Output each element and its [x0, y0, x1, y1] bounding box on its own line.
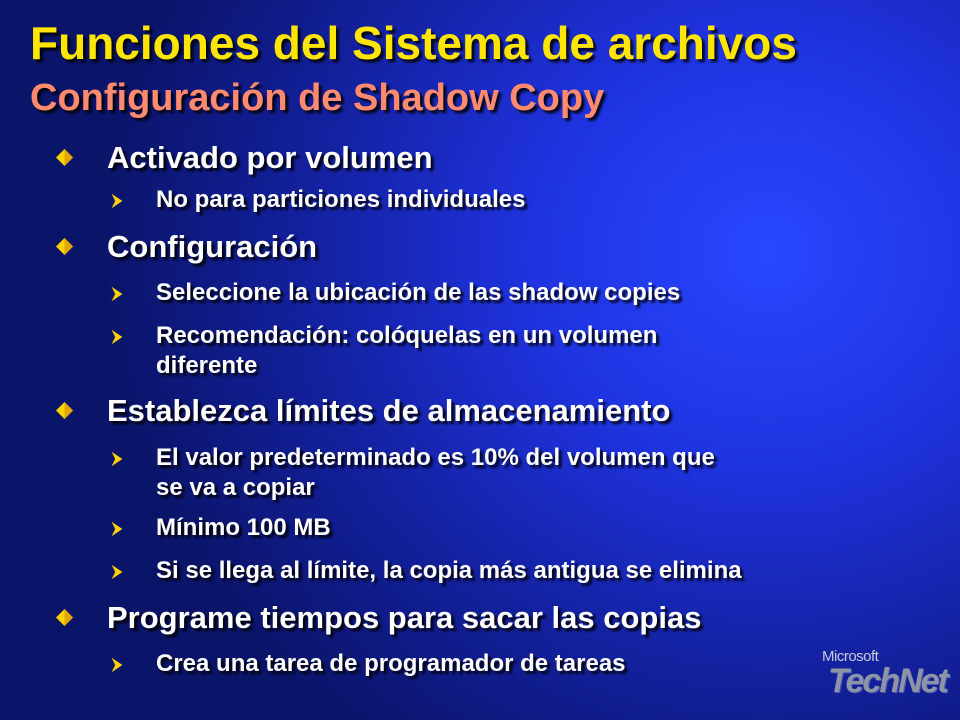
sub-bullet-text: Recomendación: colóquelas en un volumen — [156, 322, 658, 349]
arrow-bullet-icon — [108, 520, 126, 538]
sub-bullet-text: Seleccione la ubicación de las shadow copies — [156, 279, 681, 306]
arrow-bullet-icon — [108, 450, 126, 468]
sub-bullet-text: No para particiones individuales — [156, 186, 526, 213]
sub-bullet-text: se va a copiar — [156, 474, 315, 501]
diamond-bullet-icon — [56, 609, 73, 626]
bullet-text: Configuración — [107, 229, 318, 264]
diamond-bullet-icon — [56, 238, 73, 255]
bullet-text: Activado por volumen — [107, 140, 433, 175]
diamond-bullet-icon — [56, 149, 73, 166]
arrow-bullet-icon — [108, 328, 126, 346]
sub-bullet-text: Mínimo 100 MB — [156, 514, 331, 541]
slide-title: Funciones del Sistema de archivos — [30, 17, 797, 69]
arrow-bullet-icon — [108, 656, 126, 674]
diamond-bullet-icon — [56, 402, 73, 419]
sub-bullet-text: Si se llega al límite, la copia más antigua se elimina — [156, 557, 742, 584]
slide-subtitle: Configuración de Shadow Copy — [30, 77, 605, 119]
sub-bullet-text: Crea una tarea de programador de tareas — [156, 650, 626, 677]
arrow-bullet-icon — [108, 192, 126, 210]
logo-brand: Microsoft — [822, 648, 879, 665]
logo-product: TechNet — [828, 662, 947, 700]
arrow-bullet-icon — [108, 285, 126, 303]
sub-bullet-text: El valor predeterminado es 10% del volumen que — [156, 444, 715, 471]
technet-logo — [818, 648, 946, 710]
arrow-bullet-icon — [108, 563, 126, 581]
sub-bullet-text: diferente — [156, 352, 258, 379]
bullet-text: Establezca límites de almacenamiento — [107, 393, 671, 428]
bullet-text: Programe tiempos para sacar las copias — [107, 600, 702, 635]
